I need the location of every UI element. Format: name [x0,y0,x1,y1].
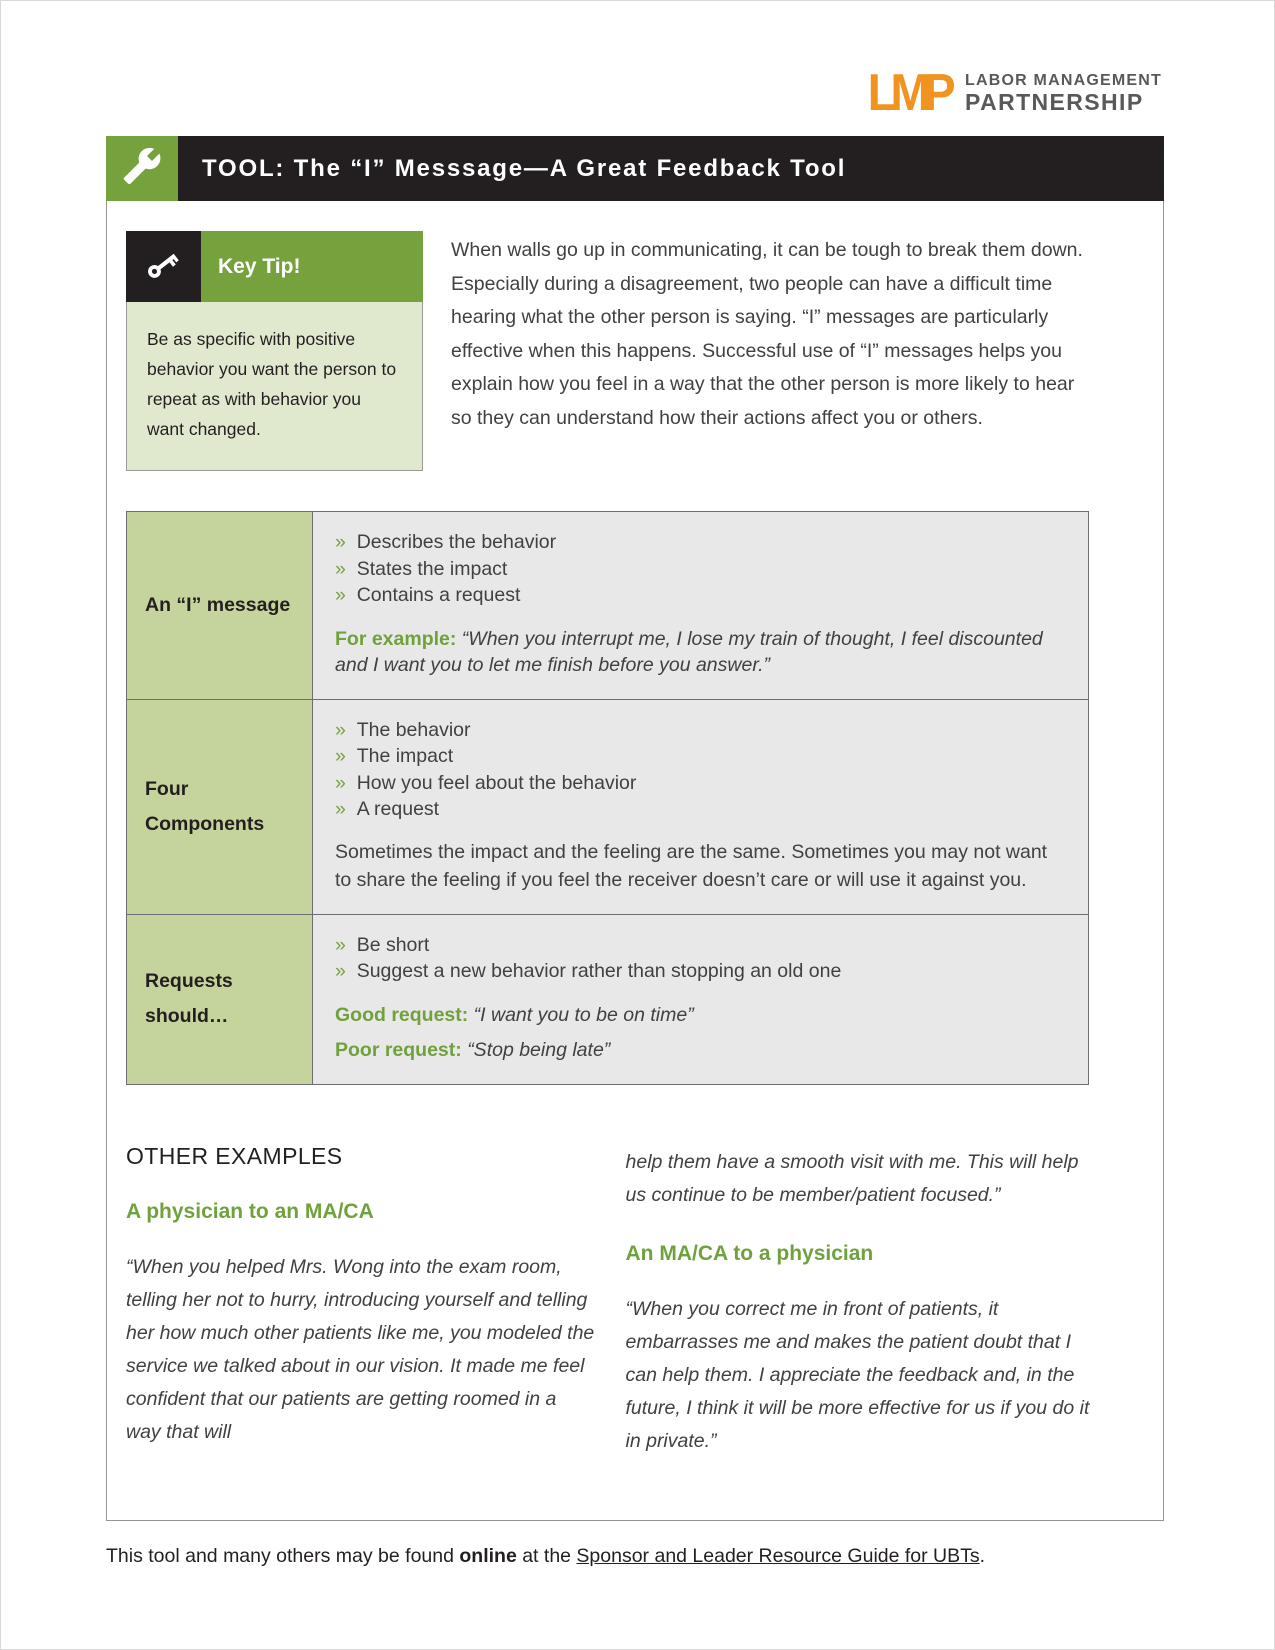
top-row [107,201,1163,471]
bullet-item: » The behavior [335,717,1064,744]
footer-text-prefix: This tool and many others may be found [106,1545,460,1567]
ma-ca-subhead: An MA/CA to a physician [625,1241,874,1265]
table-row [127,699,1088,914]
physician-paragraph: “When you helped Mrs. Wong into the exam room, telling her not to hurry, introducing yourself and telling her how much other patients like me, you modeled the service we talked about in our vision. It made me feel confident that our patients are getting roomed in a way that will [126,1255,595,1443]
bullet-item: » Be short [335,932,1064,959]
example-note [335,626,1064,679]
lmp-logo [860,64,1162,122]
examples-right-column [626,1143,1096,1458]
key-icon-box [126,231,201,302]
table-row [127,512,1088,699]
logo-line-2: PARTNERSHIP [965,89,1144,115]
example-lead: For example: [335,627,462,650]
bullet-item: » Contains a request [335,582,1064,609]
other-examples-heading: OTHER EXAMPLES [126,1142,343,1169]
table-row [127,914,1088,1084]
key-tip-box [126,231,423,471]
poor-request-lead: Poor request: [335,1039,468,1061]
title-bar [106,136,1164,201]
title-black-bar [178,136,1164,201]
key-tip-header [126,231,423,302]
footer-text-suffix: . [979,1545,986,1567]
good-request-quote: “I want you to be on time” [473,1003,694,1026]
lmp-monogram: LMP [867,64,950,122]
key-tip-title: Key Tip! [201,231,423,302]
examples-left-column [126,1143,596,1458]
i-message-table [126,511,1089,1085]
footer-link[interactable]: Sponsor and Leader Resource Guide for UBTs [576,1545,980,1567]
page-title: TOOL: The “I” Messsage—A Great Feedback Tool [202,154,847,182]
row-content [313,700,1088,914]
bullet-item: » Suggest a new behavior rather than stopping an old one [335,958,1064,985]
footer-text-middle: at the [516,1545,577,1567]
wrench-icon [122,146,162,191]
row-content [313,512,1088,699]
footer [106,1545,1166,1568]
key-tip-body: Be as specific with positive behavior you want the person to repeat as with behavior you want changed. [126,302,423,471]
example-quote: “When you interrupt me, I lose my train of thought, I feel discounted and I want you to let me finish before you answer.” [335,627,1043,676]
bullet-item: » The impact [335,743,1064,770]
intro-paragraph: When walls go up in communicating, it can be tough to break them down. Especially during a disagreement, two people can have a difficult time hearing what the other person is saying. “I” messages are particularly effective when this happens. Successful use of “I” messages helps you explain how you feel in a way that the other person is more likely to hear so they can understand how their actions affect you or others. [451,239,1083,429]
example-note [335,1002,1064,1029]
row-label: An “I” message [127,512,313,699]
row-label: Requests should… [127,915,313,1084]
example-note [335,1037,1064,1064]
row-label: Four Components [127,700,313,914]
bullet-item: » How you feel about the behavior [335,770,1064,797]
other-examples-section [126,1143,1095,1458]
ma-ca-paragraph: “When you correct me in front of patients, it embarrasses me and makes the patient doubt that I can help them. I appreciate the feedback and, in the future, I think it will be more effective for us if you do it in private.” [625,1297,1090,1452]
bullet-item: » Describes the behavior [335,529,1064,556]
logo-line-1: LABOR MANAGEMENT [965,72,1162,89]
content-box [106,201,1164,1521]
tool-icon-box [106,136,178,201]
key-icon [142,242,186,291]
poor-request-quote: “Stop being late” [467,1039,611,1061]
row-note: Sometimes the impact and the feeling are the same. Sometimes you may not want to share the feeling if you feel the receiver doesn’t care or will use it against you. [335,840,1048,891]
footer-bold-online: online [459,1545,517,1567]
good-request-lead: Good request: [335,1003,474,1026]
row-content [313,915,1088,1084]
bullet-item: » A request [335,796,1064,823]
physician-paragraph-continued: help them have a smooth visit with me. This will help us continue to be member/patient focused.” [625,1150,1079,1206]
physician-subhead: A physician to an MA/CA [126,1199,374,1223]
bullet-item: » States the impact [335,556,1064,583]
lmp-logo-text [965,72,1162,114]
